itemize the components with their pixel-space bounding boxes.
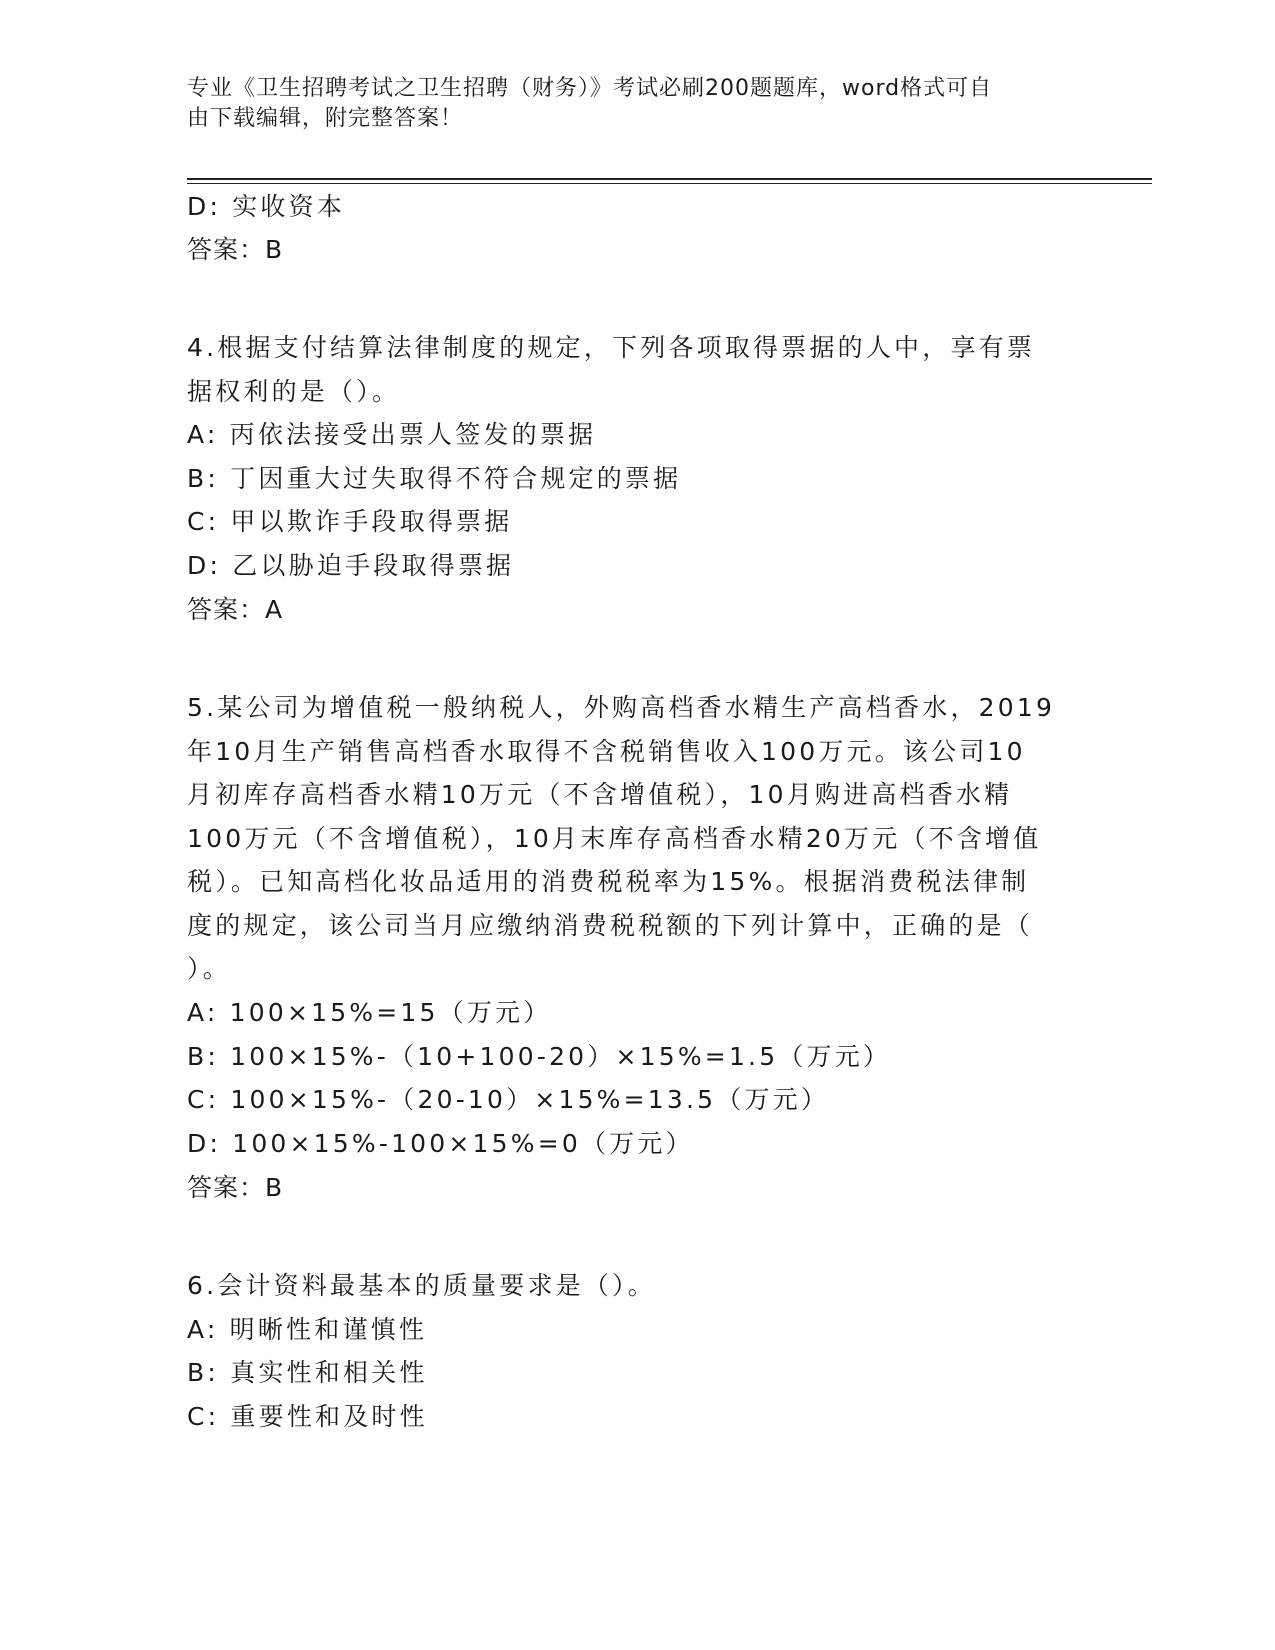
header-divider-thick [187, 178, 1152, 180]
q6-option-a: A: 明晰性和谨慎性 [187, 1315, 428, 1344]
q5-stem-line-6: 度的规定，该公司当月应缴纳消费税税额的下列计算中，正确的是（ [187, 911, 1034, 940]
q5-stem-line-2: 年10月生产销售高档香水取得不含税销售收入100万元。该公司10 [187, 737, 1026, 766]
q4-stem-line-1: 4.根据支付结算法律制度的规定，下列各项取得票据的人中，享有票 [187, 333, 1036, 362]
q6-stem-line-1: 6.会计资料最基本的质量要求是（）。 [187, 1271, 656, 1300]
q6-option-b: B: 真实性和相关性 [187, 1358, 428, 1387]
q5-answer: 答案：B [187, 1173, 284, 1202]
q4-option-c: C: 甲以欺诈手段取得票据 [187, 507, 513, 536]
q6-option-c: C: 重要性和及时性 [187, 1402, 428, 1431]
q5-stem-line-4: 100万元（不含增值税），10月末库存高档香水精20万元（不含增值 [187, 824, 1042, 853]
q5-option-a: A: 100×15%=15（万元） [187, 998, 552, 1027]
q5-option-d: D: 100×15%-100×15%=0（万元） [187, 1129, 694, 1158]
header-line-2: 由下载编辑，附完整答案！ [187, 106, 464, 131]
q5-option-c: C: 100×15%-（20-10）×15%=13.5（万元） [187, 1085, 830, 1114]
q4-answer: 答案：A [187, 595, 284, 624]
document-header [187, 74, 1087, 134]
header-divider-thin [187, 183, 1152, 184]
q3-answer: 答案：B [187, 235, 284, 264]
q4-option-d: D: 乙以胁迫手段取得票据 [187, 551, 515, 580]
q4-option-b: B: 丁因重大过失取得不符合规定的票据 [187, 464, 682, 493]
q5-stem-line-1: 5.某公司为增值税一般纳税人，外购高档香水精生产高档香水，2019 [187, 693, 1056, 722]
q5-stem-line-5: 税）。已知高档化妆品适用的消费税税率为15%。根据消费税法律制 [187, 867, 1030, 896]
q5-stem-line-7: ）。 [187, 954, 231, 983]
q4-stem-line-2: 据权利的是（）。 [187, 377, 401, 406]
header-line-1: 专业《卫生招聘考试之卫生招聘（财务）》考试必刷200题题库，word格式可自 [187, 76, 993, 101]
q5-option-b: B: 100×15%-（10+100-20）×15%=1.5（万元） [187, 1042, 892, 1071]
q3-option-d: D: 实收资本 [187, 192, 346, 221]
q4-option-a: A: 丙依法接受出票人签发的票据 [187, 420, 597, 449]
q5-stem-line-3: 月初库存高档香水精10万元（不含增值税），10月购进高档香水精 [187, 780, 1013, 809]
